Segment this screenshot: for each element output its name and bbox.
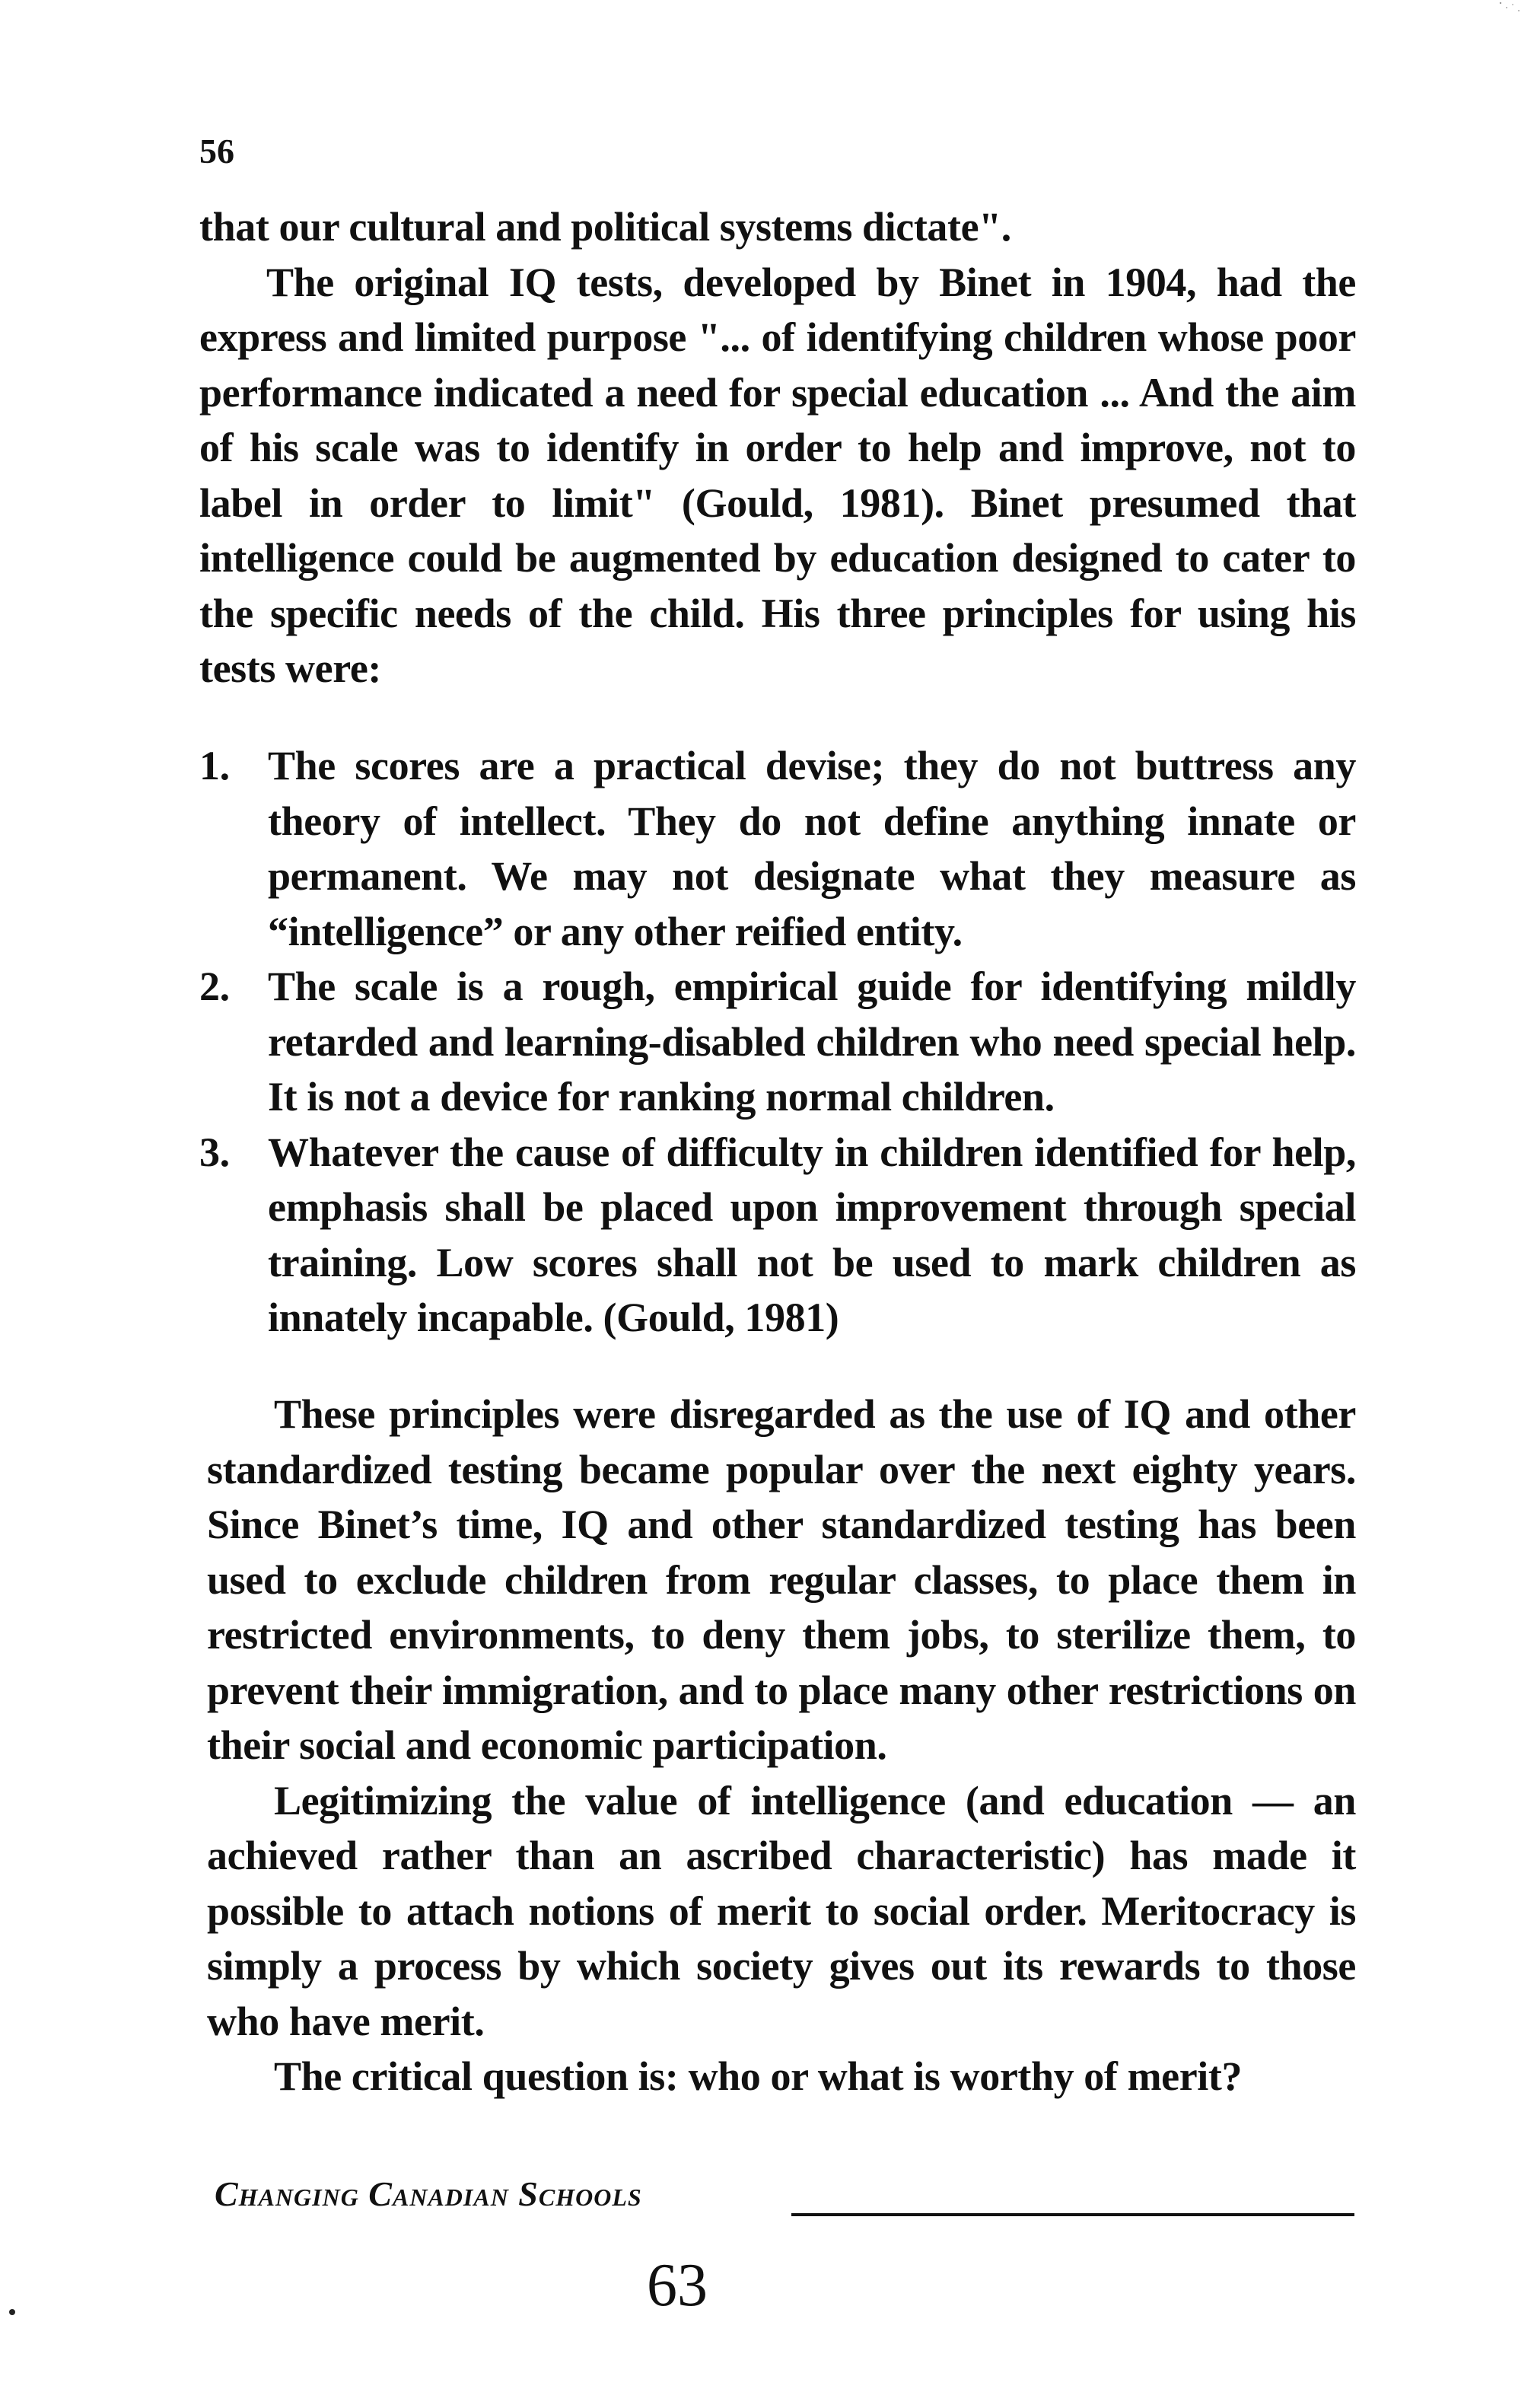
closing-text — [207, 1387, 1356, 2104]
list-item — [169, 738, 1356, 959]
list-item — [169, 959, 1356, 1125]
list-text: Whatever the cause of difficulty in children identified for help, emphasis shall be placed upon improvement through special training. Low scores shall not be used to mark children as innately incapable. (Gould, 1981) — [268, 1129, 1356, 1340]
list-number: 2. — [199, 964, 230, 1009]
footer-rule — [791, 2213, 1354, 2216]
list-text: The scores are a practical devise; they do not buttress any theory of intellect. They do not define anything innate or permanent. We may not designate what they measure as “intelligence” or any other reified entity. — [268, 743, 1356, 954]
corner-specks — [1496, 0, 1526, 30]
margin-speck — [9, 2309, 15, 2315]
page-number-top: 56 — [199, 132, 234, 170]
list-number: 3. — [199, 1129, 230, 1175]
list-item — [169, 1125, 1356, 1346]
list-number: 1. — [199, 743, 230, 788]
paragraph-meritocracy: Legitimizing the value of intelligence (and education — an achieved rather than an ascribed characteristic) has made it possible to attach notions of merit to social order. Meritocracy is simply a process by which society gives out its rewards to those who have merit. — [207, 1777, 1356, 2044]
paragraph-principles-disregarded: These principles were disregarded as the use of IQ and other standardized testing became popular over the next eighty years. Since Binet’s time, IQ and other standardized testing has been used to exclude children from regular classes, to place them in restricted environments, to deny them jobs, to sterilize them, to prevent their immigration, and to place many other restrictions on their social and economic participation. — [207, 1391, 1356, 1768]
binet-principles-list — [169, 738, 1356, 1346]
running-footer-title: Changing Canadian Schools — [215, 2174, 642, 2213]
paragraph-critical-question: The critical question is: who or what is worthy of merit? — [274, 2053, 1243, 2099]
intro-text — [199, 199, 1356, 696]
paragraph-continuation: that our cultural and political systems dictate". — [199, 204, 1011, 250]
paragraph-binet-original-tests: The original IQ tests, developed by Binet in 1904, had the express and limited purpose "... of identifying children whose poor performance indicated a need for special education ... And the aim of his scale was to identify in order to help and improve, not to label in order to limit" (Gould, 1981). Binet presumed that intelligence could be augmented by education designed to cater to the specific needs of the child. His three principles for using his tests were: — [199, 259, 1356, 691]
page-number-bottom: 63 — [647, 2252, 708, 2319]
list-text: The scale is a rough, empirical guide for identifying mildly retarded and learning-disabled children who need special help. It is not a device for ranking normal children. — [268, 964, 1356, 1120]
